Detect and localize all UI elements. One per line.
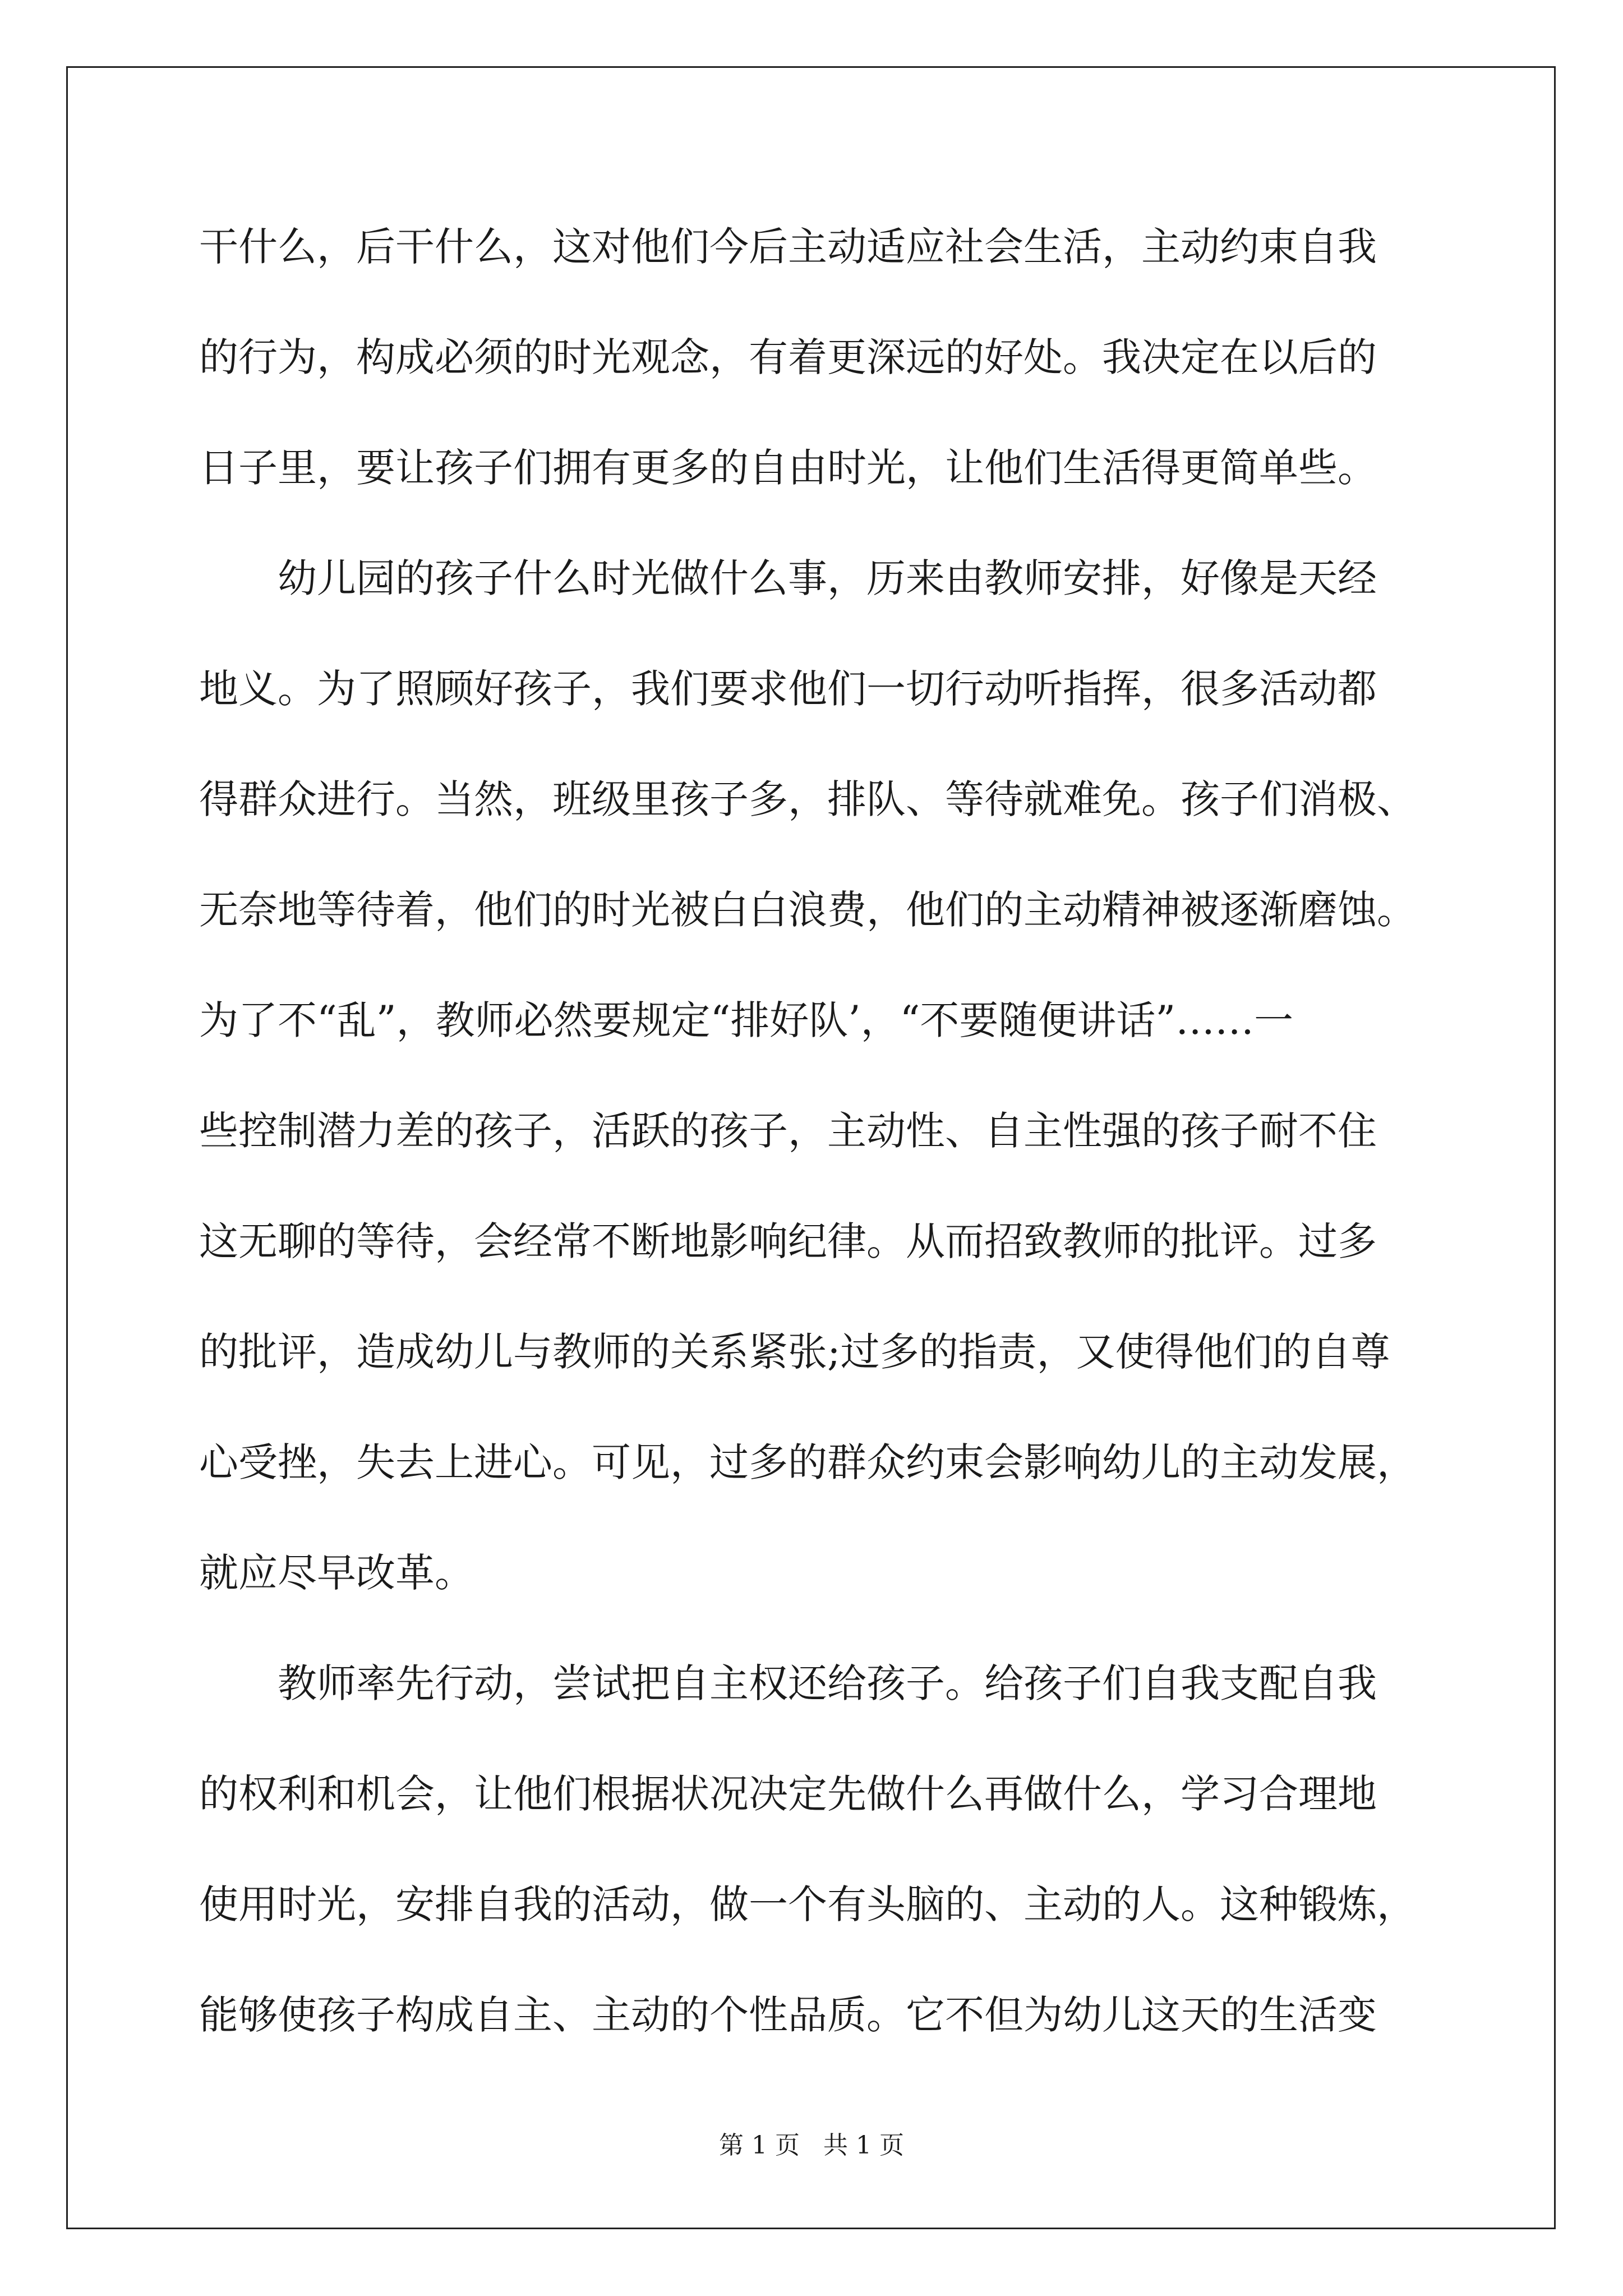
text-line: 使用时光，安排自我的活动，做一个有头脑的、主动的人。这种锻炼， xyxy=(199,1881,1416,1927)
text-line: 些控制潜力差的孩子，活跃的孩子，主动性、自主性强的孩子耐不住 xyxy=(199,1108,1377,1154)
text-line: 的行为，构成必须的时光观念，有着更深远的好处。我决定在以后的 xyxy=(199,334,1377,380)
text-line: 就应尽早改革。 xyxy=(199,1550,474,1596)
text-line: 无奈地等待着，他们的时光被白白浪费，他们的主动精神被逐渐磨蚀。 xyxy=(199,887,1416,933)
text-line: 地义。为了照顾好孩子，我们要求他们一切行动听指挥，很多活动都 xyxy=(199,666,1377,712)
text-line: 得群众进行。当然，班级里孩子多，排队、等待就难免。孩子们消极、 xyxy=(199,776,1416,822)
text-line: 心受挫，失去上进心。可见，过多的群众约束会影响幼儿的主动发展， xyxy=(199,1439,1416,1485)
text-line: 日子里，要让孩子们拥有更多的自由时光，让他们生活得更简单些。 xyxy=(199,445,1377,491)
page-number-footer: 第 1 页 共 1 页 xyxy=(719,2131,904,2160)
text-line: 的批评，造成幼儿与教师的关系紧张;过多的指责，又使得他们的自尊 xyxy=(199,1329,1390,1375)
text-line: 为了不“乱”，教师必然要规定“排好队’，“不要随便讲话”……一 xyxy=(199,997,1294,1043)
text-line: 能够使孩子构成自主、主动的个性品质。它不但为幼儿这天的生活变 xyxy=(199,1992,1377,2038)
text-line: 这无聊的等待，会经常不断地影响纪律。从而招致教师的批评。过多 xyxy=(199,1218,1377,1264)
text-line: 教师率先行动，尝试把自主权还给孩子。给孩子们自我支配自我 xyxy=(278,1660,1377,1706)
text-line: 的权利和机会，让他们根据状况决定先做什么再做什么，学习合理地 xyxy=(199,1771,1377,1817)
text-line: 干什么，后干什么，这对他们今后主动适应社会生活，主动约束自我 xyxy=(199,224,1377,270)
text-line: 幼儿园的孩子什么时光做什么事，历来由教师安排，好像是天经 xyxy=(278,555,1377,601)
